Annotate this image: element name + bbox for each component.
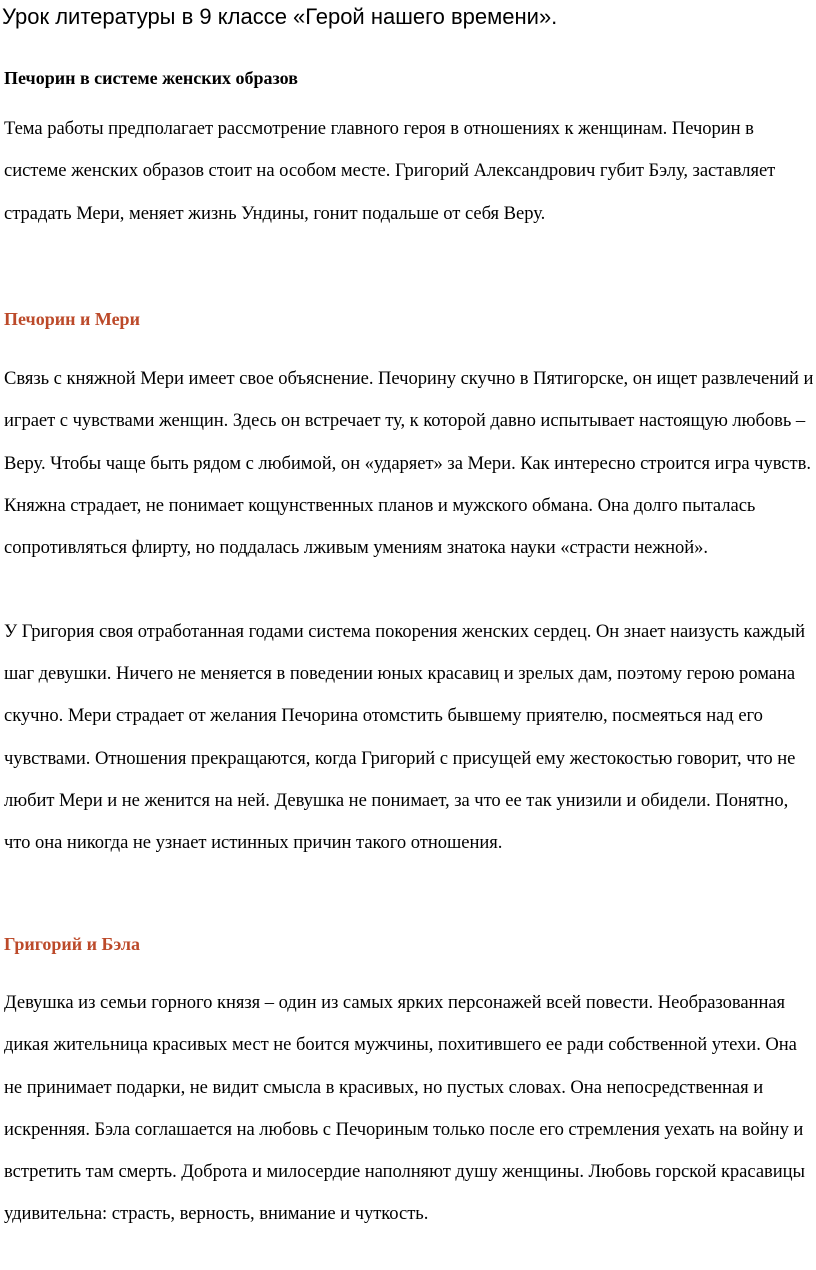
paragraph-meri-1: Связь с княжной Мери имеет свое объяснение. Печорину скучно в Пятигорске, он ищет развлечений и играет с чувствами женщин. Здесь он встречает ту, к которой давно испытывает настоящую любовь – Веру. Чтобы чаще быть рядом с любимой, он «ударяет» за Мери. Как интересно строится игра чувств. Княжна страдает, не понимает кощунственных планов и мужского обмана. Она долго пыталась сопротивляться флирту, но поддалась лживым умениям знатока науки «страсти нежной».	[4, 368, 814, 559]
document-title: Урок литературы в 9 классе «Герой нашего времени».	[2, 4, 558, 29]
section-heading-grigoriy-bela: Григорий и Бэла	[4, 934, 141, 954]
paragraph-bela-1: Девушка из семьи горного князя – один из самых ярких персонажей всей повести. Необразованная дикая жительница красивых мест не боится мужчины, похитившего ее ради собственной утехи. Она не принимает подарки, не видит смысла в красивых, но пустых словах. Она непосредственная и искренняя. Бэла соглашается на любовь с Печориным только после его стремления уехать на войну и встретить там смерть. Доброта и милосердие наполняют душу женщины. Любовь горской красавицы удивительна: страсть, верность, внимание и чуткость.	[4, 992, 805, 1225]
section-heading-pechorin-meri: Печорин и Мери	[4, 309, 140, 329]
document-subtitle: Печорин в системе женских образов	[4, 68, 298, 88]
intro-paragraph: Тема работы предполагает рассмотрение главного героя в отношениях к женщинам. Печорин в системе женских образов стоит на особом месте. Григорий Александрович губит Бэлу, заставляет страдать Мери, меняет жизнь Ундины, гонит подальше от себя Веру.	[4, 118, 776, 224]
paragraph-meri-2: У Григория своя отработанная годами система покорения женских сердец. Он знает наизусть каждый шаг девушки. Ничего не меняется в поведении юных красавиц и зрелых дам, поэтому герою романа скучно. Мери страдает от желания Печорина отомстить бывшему приятелю, посмеяться над его чувствами. Отношения прекращаются, когда Григорий с присущей ему жестокостью говорит, что не любит Мери и не женится на ней. Девушка не понимает, за что ее так унизили и обидели. Понятно, что она никогда не узнает истинных причин такого отношения.	[4, 621, 805, 854]
